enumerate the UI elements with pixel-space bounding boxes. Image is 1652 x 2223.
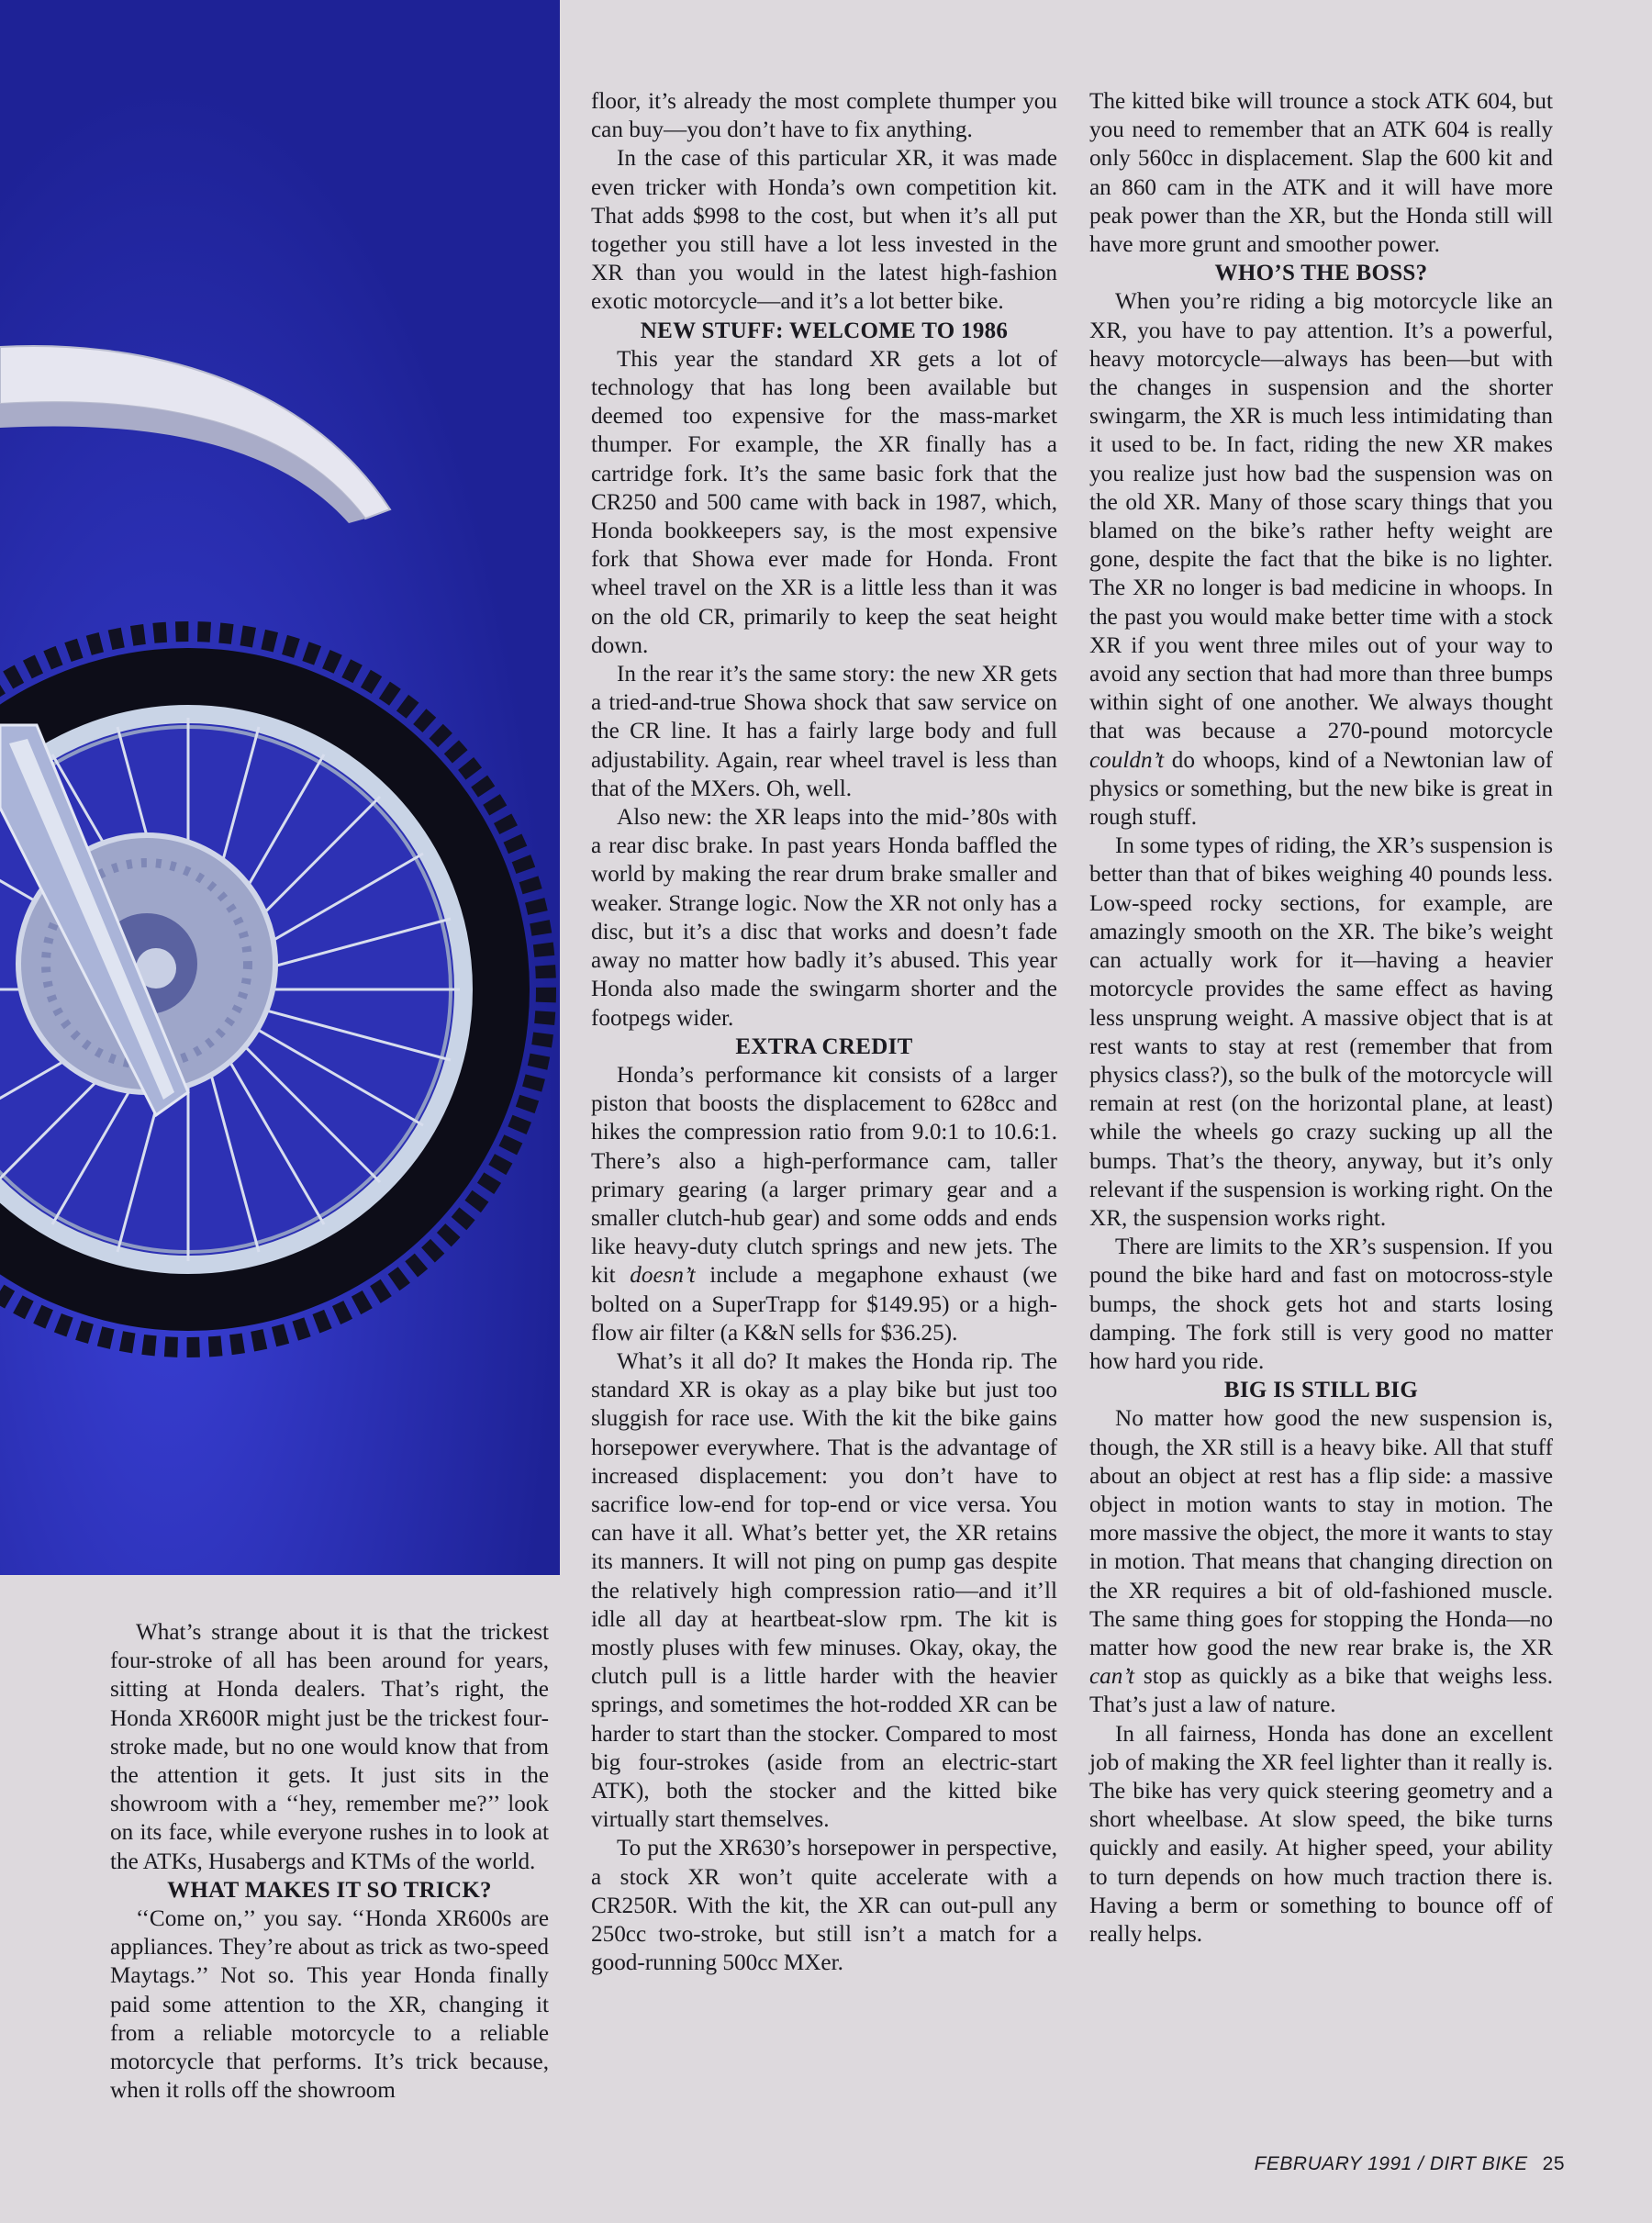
- page-footer: [1255, 2153, 1565, 2175]
- paragraph: [591, 1061, 1057, 1347]
- paragraph: In the case of this particular XR, it was made even tricker with Honda’s own competition kit. That adds $998 to the cost, but when it’s all put together you still have a lot less invested in the XR than you would in the latest high-fashion exotic motorcycle—and it’s a lot better bike.: [591, 146, 1057, 315]
- paragraph: ‘‘Come on,’’ you say. ‘‘Honda XR600s are appliances. They’re about as trick as two-speed Maytags.’’ Not so. This year Honda finally paid some attention to the XR, changing it from a reliable motorcycle to a reliable motorcycle that performs. It’s trick because, when it rolls off the showroom: [110, 1906, 549, 2104]
- paragraph: To put the XR630’s horsepower in perspective, a stock XR won’t quite accelerate with a CR250R. With the kit, the XR can out-pull any 250cc two-stroke, but still isn’t a match for a good-running 500cc MXer.: [591, 1836, 1057, 1976]
- paragraph: This year the standard XR gets a lot of technology that has long been available but deemed too expensive for the mass-market thumper. For example, the XR finally has a cartridge fork. It’s the same basic fork that the CR250 and 500 came with back in 1987, which, Honda bookkeepers say, is the most expensive fork that Showa ever made for Honda. Front wheel travel on the XR is a little less than it was on the old CR, primarily to keep the seat height down.: [591, 346, 1057, 658]
- section-heading: WHO’S THE BOSS?: [1214, 261, 1428, 286]
- section-heading: BIG IS STILL BIG: [1223, 1378, 1419, 1403]
- text-run: stop as quickly as a bike that weighs less. That’s just a law of nature.: [1089, 1664, 1553, 1718]
- text-column-3: [1089, 87, 1553, 1949]
- paragraph: The kitted bike will trounce a stock ATK 604, but you need to remember that an ATK 604 is really only 560cc in displacement. Slap the 600 kit and an 860 cam in the ATK and it will have more peak power than the XR, but the Honda still will have more grunt and smoother power.: [1089, 89, 1553, 258]
- paragraph: What’s it all do? It makes the Honda rip. The standard XR is okay as a play bike but just too sluggish for race use. With the kit the bike gains horsepower everywhere. That is the advantage of increased displacement: you don’t have to sacrifice low-end for top-end or vice versa. You can have it all. What’s better yet, the XR retains its manners. It will not ping on pump gas despite the relatively high compression ratio—and it’ll idle all day at heartbeat-slow rpm. The kit is mostly pluses with few minuses. Okay, okay, the clutch pull is a little harder with the heavier springs, and sometimes the hot-rodded XR can be harder to start than the stocker. Compared to most big four-strokes (aside from an electric-start ATK), both the stocker and the kitted bike virtually start themselves.: [591, 1348, 1057, 1833]
- emphasis: can’t: [1089, 1664, 1134, 1690]
- paragraph: Also new: the XR leaps into the mid-’80s with a rear disc brake. In past years Honda baffled the world by making the rear drum brake smaller and weaker. Strange logic. Now the XR not only has a disc, but it’s a disc that works and doesn’t fade away no matter how badly it’s abused. This year Honda also made the swingarm shorter and the footpegs wider.: [591, 805, 1057, 1031]
- page-number: 25: [1542, 2153, 1565, 2174]
- text-run: No matter how good the new suspension is, though, the XR still is a heavy bike. All that stuff about an object at rest has a flip side: a massive object in motion wants to stay in motion. The more massive the object, the more it wants to stay in motion. That means that changing direction on the XR requires a bit of old-fashioned muscle. The same thing goes for stopping the Honda—no matter how good the new rear brake is, the XR: [1089, 1406, 1553, 1660]
- section-heading: WHAT MAKES IT SO TRICK?: [167, 1877, 492, 1903]
- issue-label: FEBRUARY 1991 / DIRT BIKE: [1254, 2153, 1528, 2174]
- text-column-1: [110, 1618, 549, 2105]
- text-column-2: [591, 87, 1057, 1977]
- emphasis: couldn’t: [1089, 747, 1165, 773]
- paragraph: There are limits to the XR’s suspension. If you pound the bike hard and fast on motocross-style bumps, the shock gets hot and starts losing damping. The fork still is very good no matter how hard you ride.: [1089, 1234, 1553, 1374]
- section-heading: EXTRA CREDIT: [735, 1033, 913, 1059]
- paragraph: [1089, 287, 1553, 832]
- paragraph: floor, it’s already the most complete thumper you can buy—you don’t have to fix anything.: [591, 89, 1057, 143]
- paragraph: In the rear it’s the same story: the new XR gets a tried-and-true Showa shock that saw service on the CR line. It has a fairly large body and full adjustability. Again, rear wheel travel is less than that of the MXers. Oh, well.: [591, 662, 1057, 801]
- paragraph: What’s strange about it is that the trickest four-stroke of all has been around for years, sitting at Honda dealers. That’s right, the Honda XR600R might just be the trickest four-stroke made, but no one would know that from the attention it gets. It just sits in the showroom with a ‘‘hey, remember me?’’ look on its face, while everyone rushes in to look at the ATKs, Husabergs and KTMs of the world.: [110, 1620, 549, 1874]
- motorcycle-wheel-photo: [0, 0, 560, 1575]
- front-wheel-illustration: [0, 0, 560, 1575]
- paragraph: In some types of riding, the XR’s suspension is better than that of bikes weighing 40 pounds less. Low-speed rocky sections, for example, are amazingly smooth on the XR. The bike’s weight can actually work for it—having a heavier motorcycle provides the same effect as having less unsprung weight. A massive object that is at rest wants to stay at rest (remember that from physics class?), so the bulk of the motorcycle will remain at rest (on the horizontal plane, at least) while the wheels go crazy sucking up all the bumps. That’s the theory, anyway, but it’s only relevant if the suspension is working right. On the XR, the suspension works right.: [1089, 833, 1553, 1231]
- section-heading: NEW STUFF: WELCOME TO 1986: [640, 318, 1009, 343]
- paragraph: [1089, 1404, 1553, 1719]
- text-run: include a megaphone exhaust (we bolted on a SuperTrapp for $149.95) or a high-flow air filter (a K&N sells for $36.25).: [591, 1263, 1057, 1346]
- text-run: do whoops, kind of a Newtonian law of physics or something, but the new bike is great in rough stuff.: [1089, 747, 1553, 831]
- emphasis: doesn’t: [630, 1263, 696, 1289]
- paragraph: In all fairness, Honda has done an excellent job of making the XR feel lighter than it really is. The bike has very quick steering geometry and a short wheelbase. At slow speed, the bike turns quickly and easily. At higher speed, your ability to turn depends on how much traction there is. Having a berm or something to bounce off of really helps.: [1089, 1721, 1553, 1947]
- text-run: When you’re riding a big motorcycle like an XR, you have to pay attention. It’s a powerful, heavy motorcycle—always has been—but with the changes in suspension and the shorter swingarm, the XR is much less intimidating than it used to be. In fact, riding the new XR makes you realize just how bad the suspension was on the old XR. Many of those scary things that you blamed on the bike’s rather hefty weight are gone, despite the fact that the bike is no lighter. The XR no longer is bad medicine in whoops. In the past you would make better time with a stock XR if you went three miles out of your way to avoid any section that had more than three bumps within sight of one another. We always thought that was because a 270-pound motorcycle: [1089, 289, 1553, 744]
- text-run: Honda’s performance kit consists of a larger piston that boosts the displacement to 628cc and hikes the compression ratio from 9.0:1 to 10.6:1. There’s also a high-performance cam, taller primary gearing (a larger primary gear and a smaller clutch-hub gear) and some odds and ends like heavy-duty clutch springs and new jets. The kit: [591, 1062, 1057, 1289]
